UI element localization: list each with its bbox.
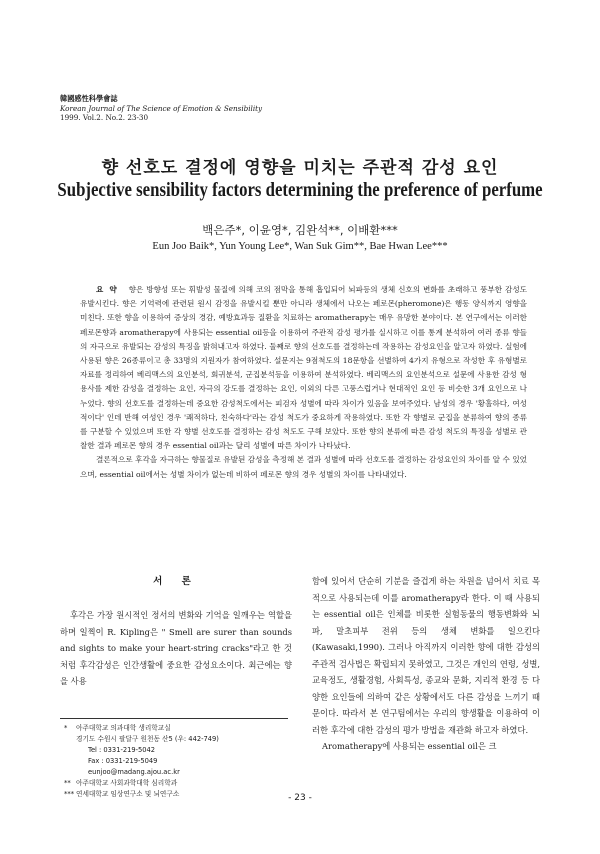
footnotes (64, 723, 294, 800)
footnote-address: 경기도 수원시 팔달구 원천동 산5 (우: 442-749) (76, 735, 219, 743)
journal-name-korean: 韓國感性科學會誌 (60, 94, 118, 103)
footnote-mark: ** (64, 779, 71, 787)
abstract-paragraph (80, 283, 527, 453)
journal-name-english: Korean Journal of The Science of Emotion & Sensibility (60, 103, 263, 113)
footnote-affiliation-2 (64, 778, 294, 789)
footnote-line: 연세대학교 임상연구소 및 뇌연구소 (76, 790, 180, 798)
footnote-email: eunjoo@madang.ajou.ac.kr (88, 768, 180, 776)
journal-volume: 1999. Vol.2. No.2. 23-30 (60, 113, 149, 122)
left-column (60, 573, 292, 690)
page-number: - 23 - (288, 793, 312, 803)
footnote-mark: * (64, 724, 68, 732)
footnote-line: 아주대학교 의과대학 생리학교실 (76, 724, 171, 732)
right-column (312, 573, 540, 755)
authors-english: Eun Joo Baik*, Yun Young Lee*, Wan Suk Gim**, Bae Hwan Lee*** (152, 241, 448, 252)
abstract (80, 283, 527, 482)
footnote-divider (60, 718, 288, 719)
abstract-text: 향은 방향성 또는 휘발성 물질에 의해 코의 점막을 통해 흡입되어 뇌파등의 생체 신호의 변화를 초래하고 풍부한 감성도 유발시킨다. 향은 기억력에 관련된 원시 감정을 유발시킬 뿐만 아니라 생체에서 나오는 페로몬(pheromone)은 행동 양식까지 영향을 미친다. 또한 향을 이용하여 증상의 경감, 예방효과등 질환을 치료하는 aromatherapy는 매우 유망한 분야이다. 본 연구에서는 이러한 페로몬향과 aromatherapy에 사용되는 essential oil등을 이용하여 주관적 감성 평가를 실시하고 이를 통계 분석하여 여러 종류 향들의 자극으로 유발되는 감성의 특징을 밝혀내고자 하였다. 둘째로 향의 선호도를 결정하는데 작용하는 감성요인을 알고자 하였다. 실험에 사용된 향은 26종류이고 총 33명의 지원자가 참여하였다. 설문지는 9점척도의 18문항을 선별하여 4가지 유형으로 작성한 후 유형별로 자료를 정리하여 베리맥스의 요인분석, 회귀분석, 군집분석등을 이용하여 분석하였다. 베리맥스의 요인분석으로 설문에 사용한 감성 형용사를 제한 감성을 결정하는 요인, 자극의 강도를 결정하는 요인, 이외의 다른 고풍스럽거나 현대적인 요인 등 비슷한 3개 요인으로 나누었다. 향의 선호도를 결정하는데 중요한 감성척도에서는 피검자 성별에 따라 차이가 있음을 보여주었다. 남성의 경우 '황홀하다, 여성적이다' 인데 반해 여성인 경우 '쾌적하다, 친숙하다'라는 감성 척도가 중요하게 작용하였다. 또한 각 향별로 군집을 분류하여 향의 종류를 구분할 수 있었으며 또한 각 향별 선호도를 결정하는 감성 척도도 구해 보았다. 또한 향의 분류에 따른 감성 척도의 특징을 성별로 관찰한 결과 페로몬 향의 경우 essential oil과는 달리 성별에 따른 차이가 나타났다. (80, 285, 527, 451)
intro-paragraph-left: 후각은 가장 원시적인 정서의 변화와 기억을 일깨우는 역할을 하며 일찍이 R. Kipling은 " Smell are surer than sounds and sights to make your heart-string cracks"라고 한 것처럼 후각감성은 인간생활에 중요한 감성요소이다. 최근에는 향을 사용 (60, 610, 292, 686)
footnote-affiliation-1 (64, 723, 294, 778)
footnote-tel: Tel : 0331-219-5042 (88, 746, 156, 754)
footnote-line: 아주대학교 사회과학대학 심리학과 (76, 779, 178, 787)
footnote-fax: Fax : 0331-219-5049 (88, 757, 158, 765)
intro-paragraph-right-1: 함에 있어서 단순히 기분을 즐겁게 하는 차원을 넘어서 치료 목적으로 사용되는데 이를 aromatherapy라 한다. 이 때 사용되는 essential oil은 인체를 비롯한 실험동물의 행동변화와 뇌파, 말초피부 전위 등의 생체 변화를 일으킨다(Kawasaki,1990). 그러나 아직까지 이러한 향에 대한 감성의 주관적 검사법은 확립되지 못하였고, 그것은 개인의 연령, 성별, 교육정도, 생활경험, 사회특성, 종교와 문화, 지리적 환경 등 다양한 요인들에 의하여 같은 상황에서도 다른 감성을 느끼기 때문이다. 따라서 본 연구팀에서는 우리의 향생활을 이용하여 이러한 후각에 대한 감성의 평가 방법을 재관화 하고자 하였다. (312, 576, 540, 735)
abstract-conclusion: 결론적으로 후각을 자극하는 향물질로 유발된 감성을 측정해 본 결과 성별에 따라 선호도를 결정하는 감성요인의 차이를 알 수 있었으며, essential oil에서는 성별 차이가 없는데 비하여 페로몬 향의 경우 성별의 차이를 나타내었다. (80, 455, 527, 479)
intro-paragraph-right-2: Aromatherapy에 사용되는 essential oil은 크 (322, 741, 497, 751)
journal-header (60, 94, 262, 123)
title-english: Subjective sensibility factors determining the preference of perfume (57, 180, 543, 201)
abstract-label: 요약 (96, 285, 123, 294)
title-korean: 향 선호도 결정에 영향을 미치는 주관적 감성 요인 (101, 158, 499, 178)
authors-korean: 백은주*, 이윤영*, 김완석**, 이배환*** (202, 223, 398, 237)
section-heading-introduction: 서 론 (153, 576, 199, 587)
footnote-mark: *** (64, 790, 75, 798)
